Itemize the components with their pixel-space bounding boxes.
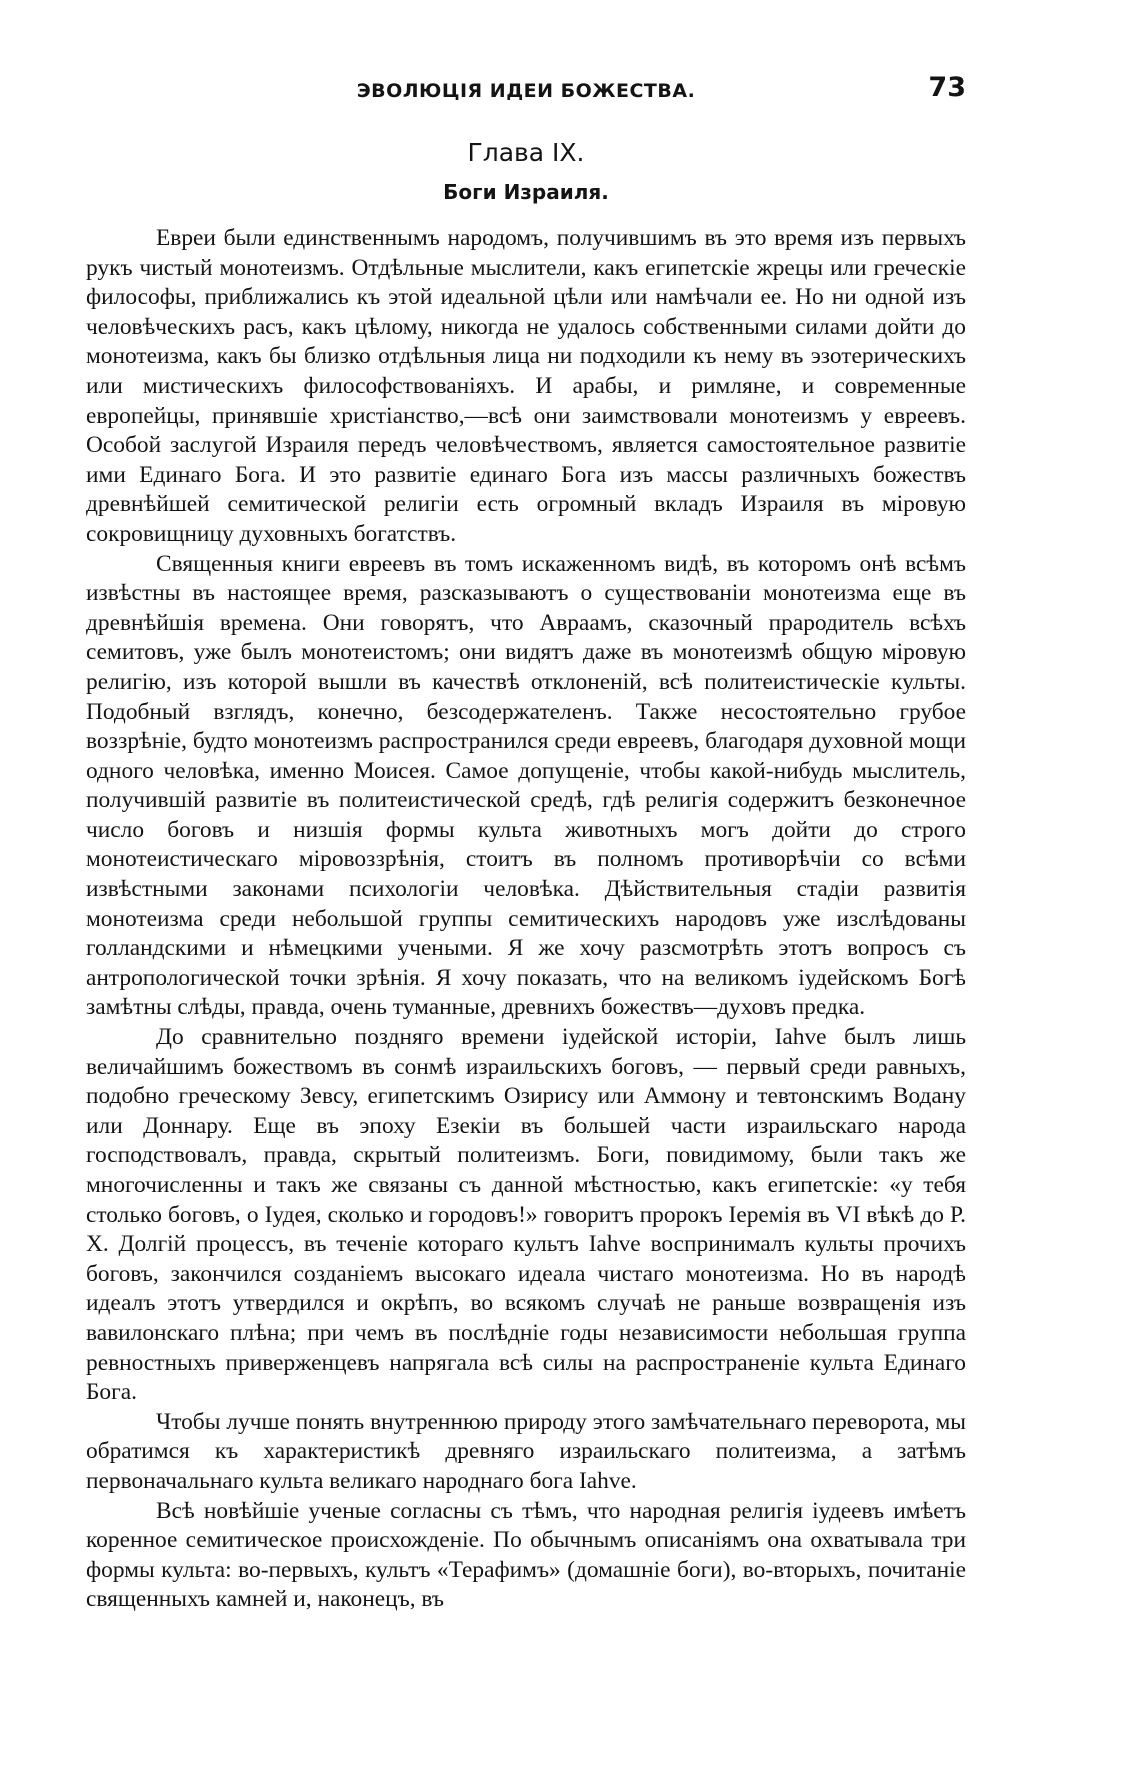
body-text <box>86 224 966 1615</box>
paragraph-1: Евреи были единственнымъ народомъ, получившимъ въ это время изъ первыхъ рукъ чистый монотеизмъ. Отдѣльные мыслители, какъ египетскіе жрецы или греческіе философы, приближались къ этой идеальной цѣли или намѣчали ее. Но ни одной изъ человѣческихъ расъ, какъ цѣлому, никогда не удалось собственными силами дойти до монотеизма, какъ бы близко отдѣльныя лица ни подходили къ нему въ эзотерическихъ или мистическихъ философствованіяхъ. И арабы, и римляне, и современные европейцы, принявшіе христіанство,—всѣ они заимствовали монотеизмъ у евреевъ. Особой заслугой Израиля передъ человѣчествомъ, является самостоятельное развитіе ими Единаго Бога. И это развитіе единаго Бога изъ массы различныхъ божествъ древнѣйшей семитической религіи есть огромный вкладъ Израиля въ міровую сокровищницу духовныхъ богатствъ. <box>86 225 966 547</box>
paragraph-4: Чтобы лучше понять внутреннюю природу этого замѣчательнаго переворота, мы обратимся къ характеристикѣ древняго израильскаго политеизма, а затѣмъ первоначальнаго культа великаго народнаго бога Iahve. <box>86 1408 966 1494</box>
running-head <box>86 72 966 112</box>
paragraph-5: Всѣ новѣйшіе ученые согласны съ тѣмъ, что народная религія іудеевъ имѣетъ коренное семитическое происхожденіе. По обычнымъ описаніямъ она охватывала три формы культа: во-первыхъ, культъ «Терафимъ» (домашніе боги), во-вторыхъ, почитаніе священныхъ камней и, наконецъ, въ <box>86 1497 966 1613</box>
paragraph-3: До сравнительно поздняго времени іудейской исторіи, Iahve былъ лишь величайшимъ божествомъ въ сонмѣ израильскихъ боговъ, — первый среди равныхъ, подобно греческому Зевсу, египетскимъ Озирису или Аммону и тевтонскимъ Водану или Доннару. Еще въ эпоху Езекіи въ большей части израильскаго народа господствовалъ, правда, скрытый политеизмъ. Боги, повидимому, были такъ же многочисленны и такъ же связаны съ данной мѣстностью, какъ египетскіе: «у тебя столько боговъ, о Іудея, сколько и городовъ!» говоритъ пророкъ Іеремія въ VI вѣкѣ до Р. Х. Долгій процессъ, въ теченіе котораго культъ Iahve воспринималъ культы прочихъ боговъ, закончился созданіемъ высокаго идеала чистаго монотеизма. Но въ народѣ идеалъ этотъ утвердился и окрѣпъ, во всякомъ случаѣ не раньше возвращенія изъ вавилонскаго плѣна; при чемъ въ послѣдніе годы независимости небольшая группа ревностныхъ приверженцевъ напрягала всѣ силы на распространеніе культа Единаго Бога. <box>86 1024 966 1406</box>
chapter-subtitle: Боги Израиля. <box>443 180 609 204</box>
running-title: ЭВОЛЮЦІЯ ИДЕИ БОЖЕСТВА. <box>356 80 696 102</box>
paragraph-2: Священныя книги евреевъ въ томъ искаженномъ видѣ, въ которомъ онѣ всѣмъ извѣстны въ настоящее время, разсказываютъ о существованіи монотеизма еще въ древнѣйшія времена. Они говорятъ, что Авраамъ, сказочный прародитель всѣхъ семитовъ, уже былъ монотеистомъ; они видятъ даже въ монотеизмѣ общую міровую религію, изъ которой вышли въ качествѣ отклоненій, всѣ политеистическіе культы. Подобный взглядъ, конечно, безсодержателенъ. Также несостоятельно грубое воззрѣніе, будто монотеизмъ распространился среди евреевъ, благодаря духовной мощи одного человѣка, именно Моисея. Самое допущеніе, чтобы какой-нибудь мыслитель, получившій развитіе въ политеистической средѣ, гдѣ религія содержитъ безконечное число боговъ и низшія формы культа животныхъ могъ дойти до строго монотеистическаго міровоззрѣнія, стоитъ въ полномъ противорѣчіи со всѣми извѣстными законами психологіи человѣка. Дѣйствительныя стадіи развитія монотеизма среди небольшой группы семитическихъ народовъ уже изслѣдованы голландскими и нѣмецкими учеными. Я же хочу разсмотрѣть этотъ вопросъ съ антропологической точки зрѣнія. Я хочу показать, что на великомъ іудейскомъ Богѣ замѣтны слѣды, правда, очень туманные, древнихъ божествъ—духовъ предка. <box>86 550 966 1021</box>
chapter-title: Глава IX. <box>467 138 585 167</box>
page-number: 73 <box>928 72 966 103</box>
